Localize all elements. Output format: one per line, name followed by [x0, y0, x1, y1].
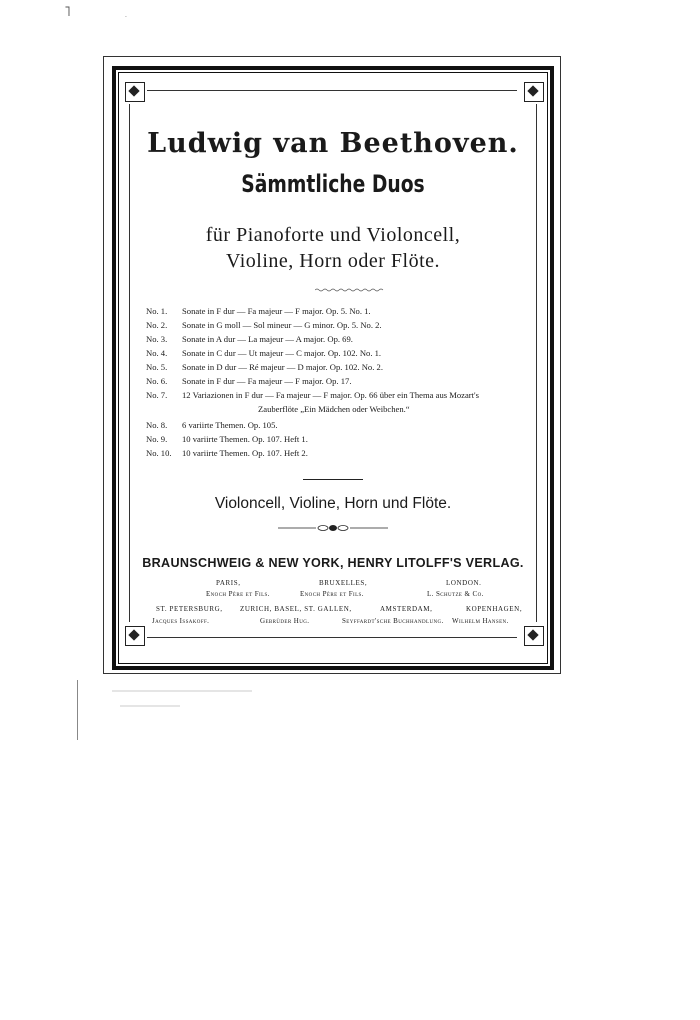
agent-zurich: Gebrüder Hug. [260, 617, 310, 625]
item-text: 10 variirte Themen. Op. 107. Heft 1. [182, 434, 308, 444]
work-title: Sämmtliche Duos [241, 170, 425, 198]
item-number: No. 1. [146, 306, 168, 316]
left-inner-rule [129, 104, 130, 622]
item-text: Sonate in C dur — Ut majeur — C major. Op. 102. No. 1. [182, 348, 382, 358]
composer-name: Ludwig van Beethoven. [147, 128, 519, 159]
show-through-smudge [120, 705, 180, 707]
city-kopenhagen: KOPENHAGEN, [466, 605, 523, 613]
subtitle-line-2: Violine, Horn oder Flöte. [225, 250, 441, 272]
city-paris: PARIS, [216, 579, 241, 587]
section-divider [303, 479, 363, 480]
item-number: No. 4. [146, 348, 168, 358]
item-continuation: Zauberflöte „Ein Mädchen oder Weibchen.“ [258, 404, 410, 414]
item-number: No. 3. [146, 334, 168, 344]
agent-kopenhagen: Wilhelm Hansen. [452, 617, 509, 625]
item-number: No. 9. [146, 434, 168, 444]
item-text: 6 variirte Themen. Op. 105. [182, 420, 278, 430]
publisher-line: BRAUNSCHWEIG & NEW YORK, HENRY LITOLFF'S VERLAG. [142, 556, 524, 570]
agent-london: L. Schutze & Co. [427, 590, 484, 598]
scan-edge-line [77, 680, 78, 740]
city-zurich: ZURICH, BASEL, ST. GALLEN, [240, 605, 352, 613]
item-text: Sonate in F dur — Fa majeur — F major. Op. 5. No. 1. [182, 306, 371, 316]
item-text: Sonate in F dur — Fa majeur — F major. Op. 17. [182, 376, 352, 386]
agent-bruxelles: Enoch Père et Fils. [300, 590, 364, 598]
item-number: No. 5. [146, 362, 168, 372]
corner-ornament-top-right [524, 82, 544, 102]
agent-st-petersburg: Jacques Issakoff. [152, 617, 210, 625]
subtitle-line-1: für Pianoforte und Violoncell, [205, 224, 461, 246]
corner-ornament-bottom-left [125, 626, 145, 646]
item-text: 10 variirte Themen. Op. 107. Heft 2. [182, 448, 308, 458]
top-inner-rule [147, 90, 517, 91]
agent-amsterdam: Seyffardt'sche Buchhandlung. [342, 617, 444, 625]
city-london: LONDON. [446, 579, 482, 587]
city-st-petersburg: ST. PETERSBURG, [156, 605, 223, 613]
right-inner-rule [536, 104, 537, 622]
item-number: No. 6. [146, 376, 168, 386]
item-text: Sonate in D dur — Ré majeur — D major. Op. 102. No. 2. [182, 362, 383, 372]
city-bruxelles: BRUXELLES, [319, 579, 368, 587]
decorative-squiggle [315, 288, 385, 292]
decorative-ornament [278, 523, 388, 533]
scan-artifact-dot: · [125, 14, 127, 21]
scan-artifact-hook: ˥ [64, 4, 71, 20]
city-amsterdam: AMSTERDAM, [380, 605, 433, 613]
bottom-inner-rule [147, 637, 517, 638]
item-number: No. 7. [146, 390, 168, 400]
item-number: No. 10. [146, 448, 172, 458]
item-text: Sonate in A dur — La majeur — A major. Op. 69. [182, 334, 353, 344]
item-number: No. 2. [146, 320, 168, 330]
item-text: 12 Variazionen in F dur — Fa majeur — F major. Op. 66 über ein Thema aus Mozart's [182, 390, 479, 400]
item-number: No. 8. [146, 420, 168, 430]
corner-ornament-bottom-right [524, 626, 544, 646]
agent-paris: Enoch Père et Fils. [206, 590, 270, 598]
corner-ornament-top-left [125, 82, 145, 102]
instruments-line: Violoncell, Violine, Horn und Flöte. [214, 495, 452, 512]
item-text: Sonate in G moll — Sol mineur — G minor. Op. 5. No. 2. [182, 320, 382, 330]
show-through-smudge [112, 690, 252, 692]
